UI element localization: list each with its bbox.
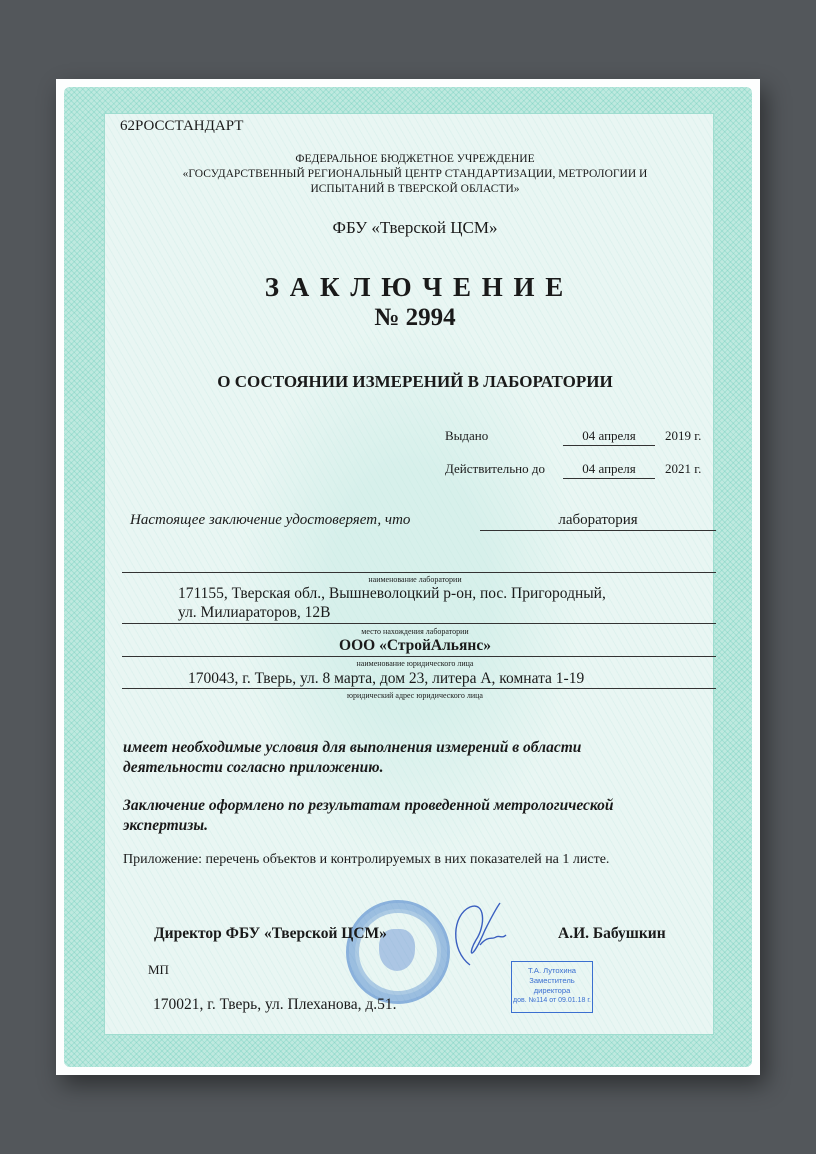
stamp-line-4: дов. №114 от 09.01.18 г.	[513, 997, 591, 1004]
legal-address-caption: юридический адрес юридического лица	[347, 691, 483, 700]
lab-name-line	[122, 572, 716, 573]
org-line-3: ИСПЫТАНИЙ В ТВЕРСКОЙ ОБЛАСТИ»	[310, 183, 520, 195]
legal-address-line	[122, 688, 716, 689]
issued-label: Выдано	[445, 428, 489, 443]
seal-place-label: МП	[148, 962, 169, 977]
org-line-1: ФЕДЕРАЛЬНОЕ БЮДЖЕТНОЕ УЧРЕЖДЕНИЕ	[295, 153, 535, 165]
expertise-line-2: экспертизы.	[123, 817, 208, 834]
valid-date-underline	[563, 478, 655, 479]
stamp-line-3: директора	[533, 986, 571, 995]
conditions-line-1: имеет необходимые условия для выполнения измерений в области	[123, 739, 582, 756]
valid-until-label: Действительно до	[445, 461, 545, 476]
legal-entity-line	[122, 656, 716, 657]
issued-date-underline	[563, 445, 655, 446]
issued-year: 2019 г.	[665, 428, 702, 443]
lab-address-line-1: 171155, Тверская обл., Вышневолоцкий р-он, пос. Пригородный,	[178, 585, 606, 602]
org-line-2: «ГОСУДАРСТВЕННЫЙ РЕГИОНАЛЬНЫЙ ЦЕНТР СТАНДАРТИЗАЦИИ, МЕТРОЛОГИИ И	[182, 168, 648, 180]
valid-until-date: 04 апреля	[582, 461, 636, 476]
registry-code: 62РОССТАНДАРТ	[120, 118, 244, 134]
lab-address-line-2: ул. Милиараторов, 12В	[178, 604, 331, 621]
legal-address: 170043, г. Тверь, ул. 8 марта, дом 23, литера А, комната 1-19	[188, 670, 585, 687]
signatory-position: Директор ФБУ «Тверской ЦСМ»	[154, 925, 387, 942]
deputy-stamp	[511, 961, 593, 1013]
lab-address-line	[122, 623, 716, 624]
legal-entity-name: ООО «СтройАльянс»	[339, 637, 491, 654]
certificate-body-background	[104, 113, 714, 1035]
expertise-line-1: Заключение оформлено по результатам проведенной метрологической	[123, 797, 614, 814]
handwritten-signature-icon	[440, 895, 510, 985]
signatory-name: А.И. Бабушкин	[558, 925, 666, 942]
document-number: № 2994	[374, 304, 456, 331]
legal-entity-caption: наименование юридического лица	[356, 659, 474, 668]
issued-date: 04 апреля	[582, 428, 636, 443]
issuer-address: 170021, г. Тверь, ул. Плеханова, д.51.	[153, 996, 397, 1013]
stamp-line-1: Т.А. Лутохина	[527, 966, 577, 975]
stamp-line-2: Заместитель	[529, 976, 575, 985]
appendix-note: Приложение: перечень объектов и контролируемых в них показателей на 1 листе.	[123, 852, 610, 867]
lab-name-caption: наименование лаборатории	[368, 575, 462, 584]
certifies-text: Настоящее заключение удостоверяет, что	[130, 512, 411, 528]
conditions-line-2: деятельности согласно приложению.	[123, 759, 384, 776]
valid-until-year: 2021 г.	[665, 461, 702, 476]
document-subject: О СОСТОЯНИИ ИЗМЕРЕНИЙ В ЛАБОРАТОРИИ	[217, 372, 613, 391]
certifies-underline	[480, 530, 716, 531]
certifies-value: лаборатория	[558, 512, 638, 528]
official-seal-icon	[346, 900, 450, 1004]
lab-address-caption: место нахождения лаборатории	[361, 627, 469, 636]
org-short-name: ФБУ «Тверской ЦСМ»	[332, 218, 498, 237]
document-title: З А К Л Ю Ч Е Н И Е	[264, 272, 566, 302]
